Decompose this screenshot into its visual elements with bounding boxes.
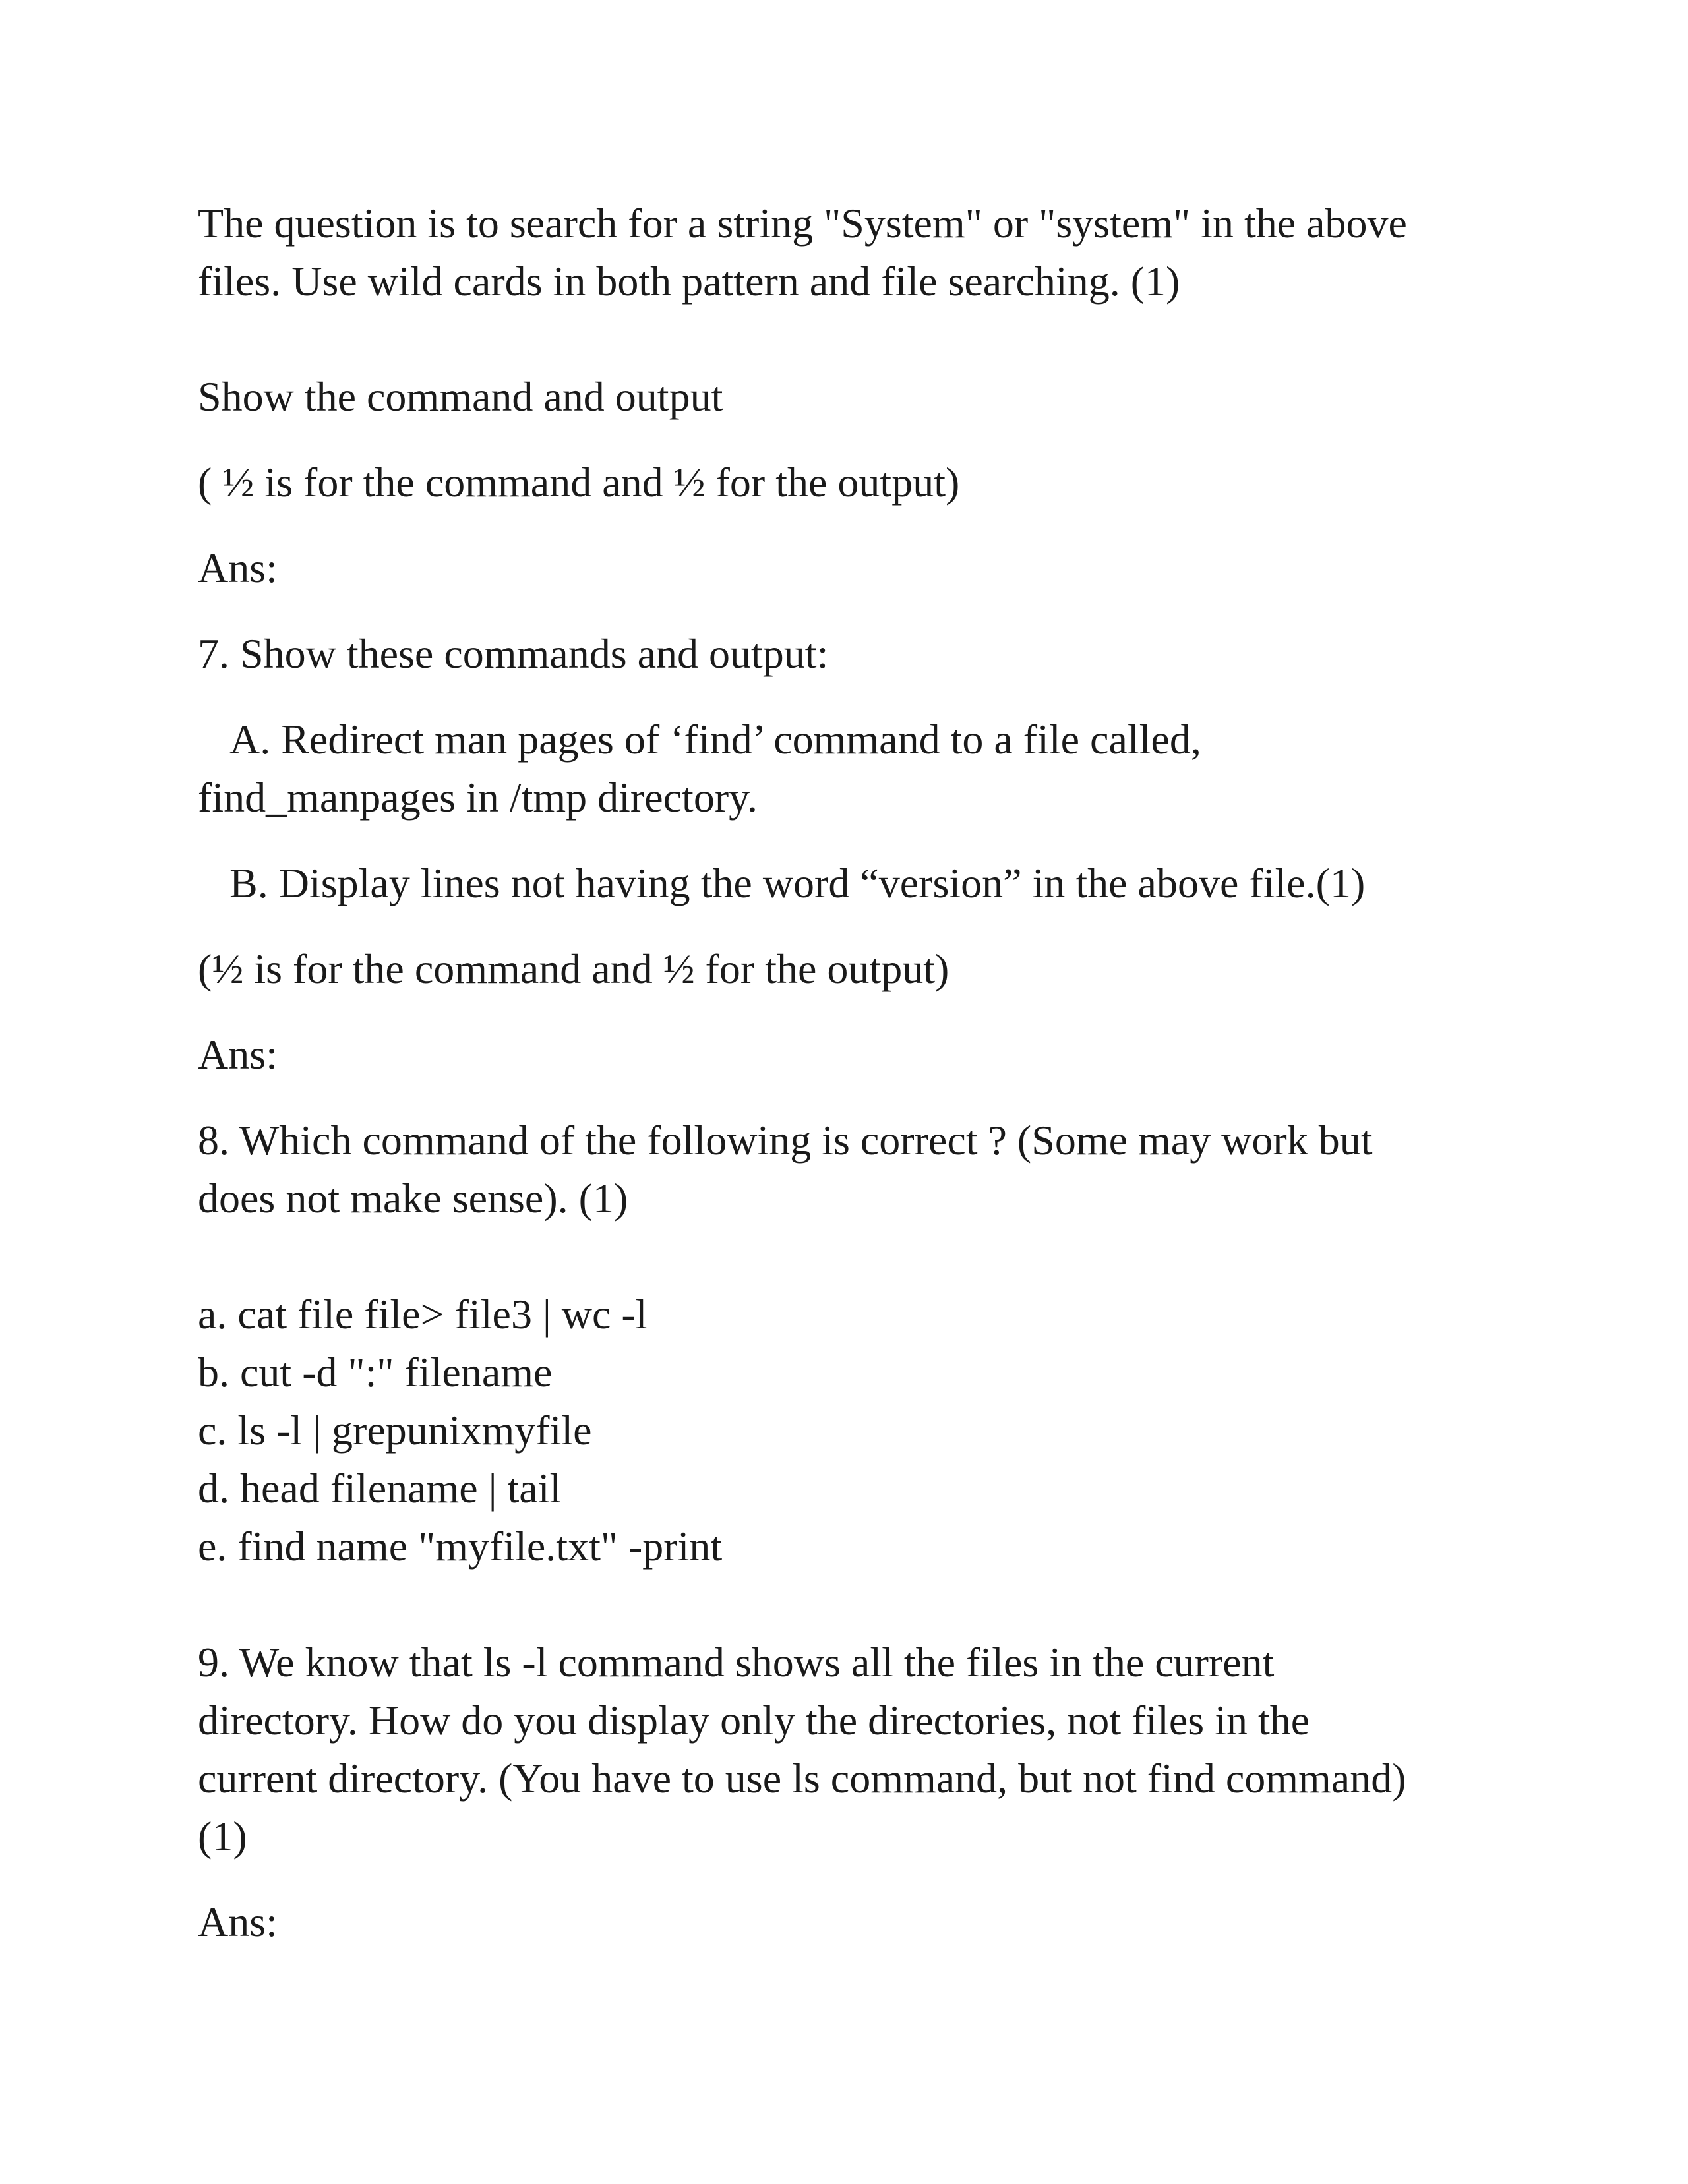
q9-text-line-3: current directory. (You have to use ls command, but not find command): [198, 1755, 1406, 1802]
q7-answer-label: Ans:: [198, 1031, 278, 1078]
q7-item-a-line-1: A. Redirect man pages of ‘find’ command to a file called,: [229, 716, 1201, 763]
q7-item-b: B. Display lines not having the word “version” in the above file.(1): [229, 860, 1366, 906]
q6-answer-label: Ans:: [198, 545, 278, 591]
q9-text-line-4: (1): [198, 1813, 247, 1860]
q8-option-a: a. cat file file> file3 | wc -l: [198, 1291, 648, 1338]
q6-text-line-1: The question is to search for a string "System" or "system" in the above: [198, 200, 1407, 247]
q7-item-a-line-2: find_manpages in /tmp directory.: [198, 774, 758, 821]
q6-marks-split: ( ½ is for the command and ½ for the output): [198, 459, 960, 506]
q9-answer-label: Ans:: [198, 1899, 278, 1945]
q7-heading: 7. Show these commands and output:: [198, 630, 829, 677]
q6-show-instruction: Show the command and output: [198, 373, 723, 420]
q8-text-line-1: 8. Which command of the following is correct ? (Some may work but: [198, 1117, 1373, 1164]
q6-text-line-2: files. Use wild cards in both pattern and file searching. (1): [198, 258, 1180, 305]
q8-option-d: d. head filename | tail: [198, 1465, 562, 1512]
q8-option-c: c. ls -l | grepunixmyfile: [198, 1407, 592, 1454]
q8-text-line-2: does not make sense). (1): [198, 1175, 628, 1222]
q8-option-e: e. find name "myfile.txt" -print: [198, 1523, 723, 1570]
q9-text-line-1: 9. We know that ls -l command shows all the files in the current: [198, 1639, 1275, 1686]
q7-marks-split: (½ is for the command and ½ for the output): [198, 945, 950, 992]
q9-text-line-2: directory. How do you display only the directories, not files in the: [198, 1697, 1310, 1744]
q8-option-b: b. cut -d ":" filename: [198, 1349, 553, 1396]
